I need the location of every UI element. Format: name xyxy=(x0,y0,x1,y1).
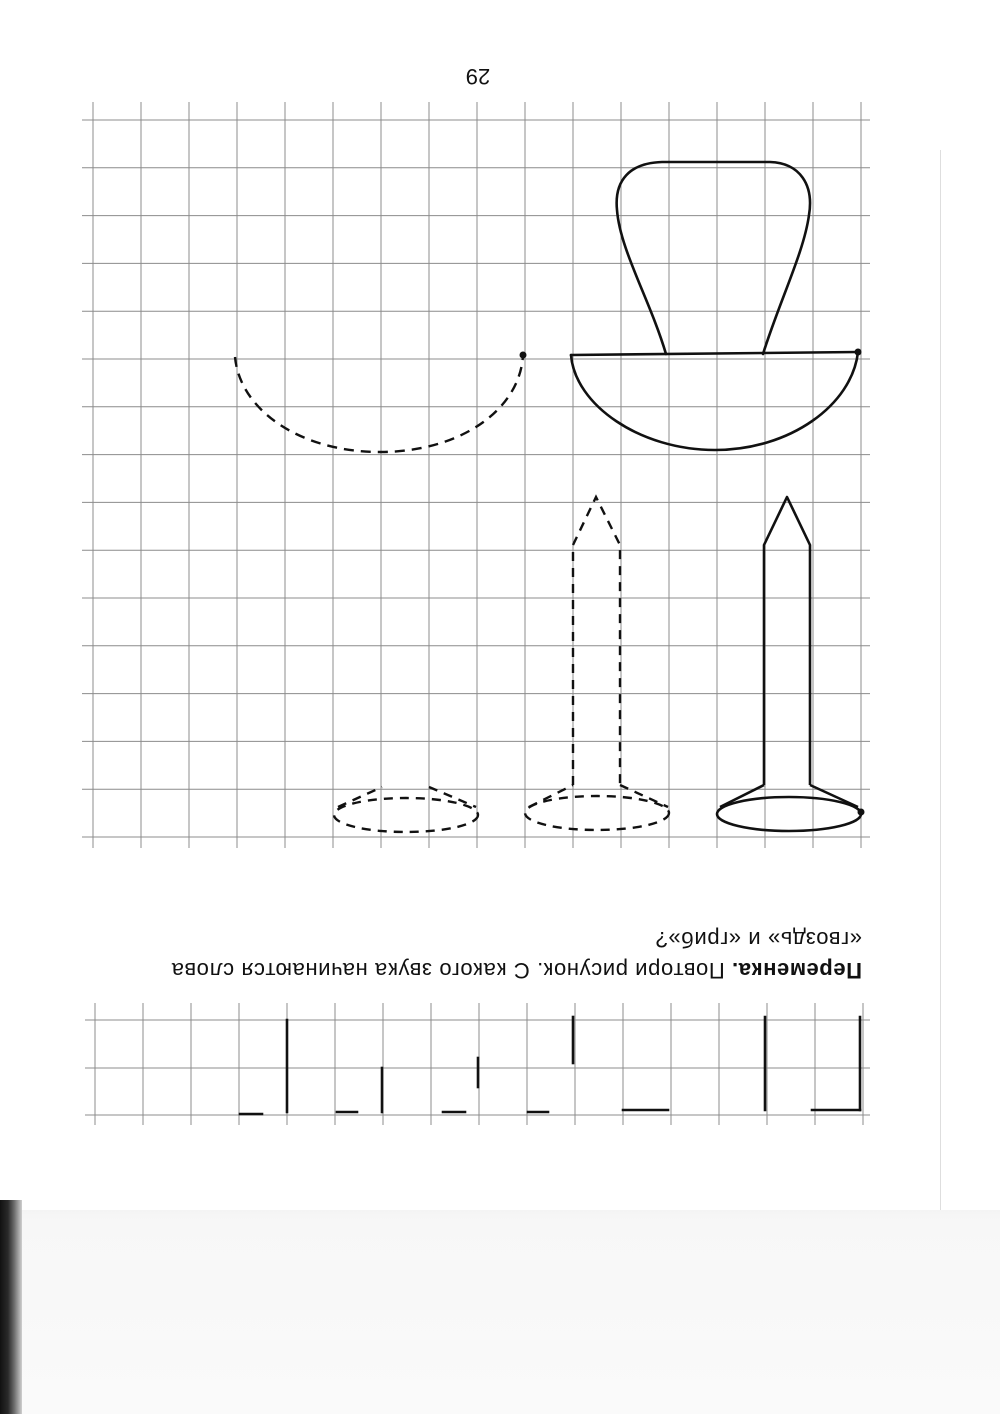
task-instruction xyxy=(72,924,862,986)
page-number: 29 xyxy=(465,64,491,89)
task-body: Повтори рисунок. С какого звука начинаются слова «гвоздь» и «гриб»? xyxy=(171,927,862,983)
task-lead: Переменка. xyxy=(731,958,862,983)
